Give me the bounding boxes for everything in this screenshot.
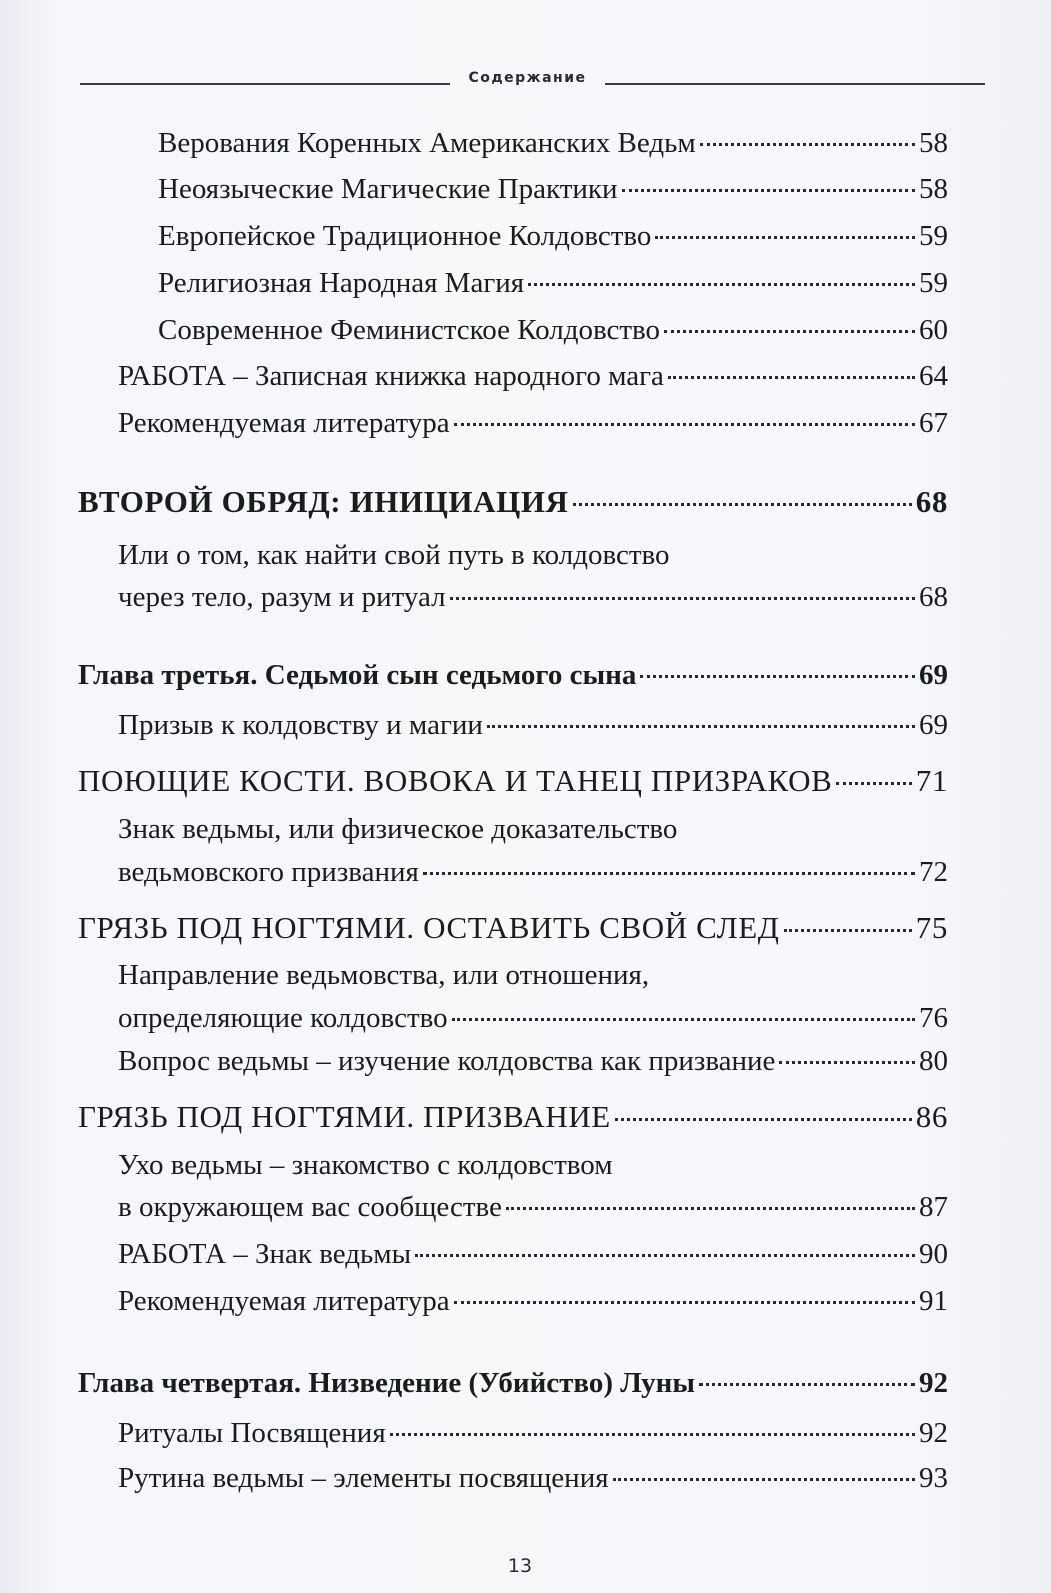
leader-dots bbox=[423, 872, 915, 875]
toc-entry-page: 68 bbox=[919, 581, 948, 613]
leader-dots bbox=[640, 675, 915, 678]
toc-entry bbox=[118, 708, 948, 742]
leader-dots bbox=[615, 1118, 912, 1121]
toc-entry-page: 92 bbox=[919, 1417, 948, 1449]
toc-entry-page: 64 bbox=[919, 360, 948, 392]
toc-entry-title: ПОЮЩИЕ КОСТИ. ВОВОКА И ТАНЕЦ ПРИЗРАКОВ bbox=[78, 763, 833, 798]
leader-dots bbox=[613, 1478, 915, 1481]
leader-dots bbox=[784, 929, 912, 932]
toc-entry-title: ГРЯЗЬ ПОД НОГТЯМИ. ПРИЗВАНИЕ bbox=[78, 1099, 611, 1134]
toc-entry bbox=[118, 1416, 948, 1450]
toc-entry-title: Рекомендуемая литература bbox=[118, 407, 450, 439]
toc-entry-title: в окружающем вас сообществе bbox=[118, 1191, 502, 1223]
leader-dots bbox=[528, 283, 915, 286]
toc-entry-page: 90 bbox=[919, 1238, 948, 1270]
toc-entry bbox=[158, 126, 948, 160]
leader-dots bbox=[664, 330, 915, 333]
page-number: 13 bbox=[507, 1555, 533, 1577]
toc-entry-page: 75 bbox=[915, 910, 948, 945]
leader-dots bbox=[573, 503, 912, 506]
toc-entry-title: Современное Феминистское Колдовство bbox=[158, 314, 661, 346]
toc-entry-title: Глава четвертая. Низведение (Убийство) Луны bbox=[78, 1367, 696, 1399]
leader-dots bbox=[668, 376, 915, 379]
toc-entry-title: определяющие колдовство bbox=[118, 1002, 448, 1034]
toc-entry-page: 59 bbox=[919, 220, 948, 252]
leader-dots bbox=[779, 1061, 915, 1064]
toc-entry-page: 91 bbox=[919, 1285, 948, 1317]
leader-dots bbox=[700, 143, 915, 146]
leader-dots bbox=[454, 1301, 915, 1304]
toc-entry-title-line1: Ухо ведьмы – знакомство с колдовством bbox=[118, 1149, 613, 1181]
toc-entry bbox=[118, 1237, 948, 1271]
toc-entry-page: 92 bbox=[919, 1367, 948, 1399]
toc-entry-title: Глава третья. Седьмой сын седьмого сына bbox=[78, 659, 637, 691]
toc-entry bbox=[118, 855, 948, 889]
leader-dots bbox=[506, 1207, 915, 1210]
leader-dots bbox=[487, 725, 915, 728]
leader-dots bbox=[836, 782, 911, 785]
toc-section-heading bbox=[78, 1100, 948, 1134]
toc-entry-title-line1: Направление ведьмовства, или отношения, bbox=[118, 959, 650, 991]
toc-section-heading bbox=[78, 911, 948, 945]
toc-entry-page: 68 bbox=[915, 484, 948, 519]
toc-entry bbox=[158, 172, 948, 206]
toc-entry bbox=[118, 1190, 948, 1224]
toc-entry bbox=[118, 359, 948, 393]
toc-entry-title: Призыв к колдовству и магии bbox=[118, 709, 483, 741]
toc-entry-page: 86 bbox=[915, 1099, 948, 1134]
leader-dots bbox=[622, 189, 916, 192]
leader-dots bbox=[454, 423, 915, 426]
leader-dots bbox=[452, 1018, 915, 1021]
toc-entry bbox=[118, 1001, 948, 1035]
toc-entry-page: 59 bbox=[919, 267, 948, 299]
toc-entry bbox=[118, 1284, 948, 1318]
toc-entry bbox=[118, 406, 948, 440]
toc-entry bbox=[158, 266, 948, 300]
toc-entry-page: 58 bbox=[919, 127, 948, 159]
toc-entry bbox=[158, 313, 948, 347]
toc-entry-title-line1: Или о том, как найти свой путь в колдовство bbox=[118, 539, 670, 571]
toc-entry-title: Ритуалы Посвящения bbox=[118, 1417, 386, 1449]
toc-chapter-heading bbox=[78, 1366, 948, 1400]
toc-entry-title: РАБОТА – Знак ведьмы bbox=[118, 1238, 412, 1270]
toc-entry-page: 80 bbox=[919, 1045, 948, 1077]
toc-entry-page: 76 bbox=[919, 1002, 948, 1034]
toc-entry-title: РАБОТА – Записная книжка народного мага bbox=[118, 360, 664, 392]
toc-entry bbox=[118, 1044, 948, 1078]
toc-entry-title: Рекомендуемая литература bbox=[118, 1285, 450, 1317]
toc-entry-title: Европейское Традиционное Колдовство bbox=[158, 220, 652, 252]
toc-chapter-heading bbox=[78, 658, 948, 692]
toc-entry-title-line1: Знак ведьмы, или физическое доказательство bbox=[118, 813, 678, 845]
toc-entry-page: 60 bbox=[919, 314, 948, 346]
toc-entry-title: ВТОРОЙ ОБРЯД: ИНИЦИАЦИЯ bbox=[78, 484, 569, 519]
toc-entry-page: 87 bbox=[919, 1191, 948, 1223]
toc-entry-page: 93 bbox=[919, 1462, 948, 1494]
toc-entry-title: ведьмовского призвания bbox=[118, 856, 419, 888]
leader-dots bbox=[655, 236, 915, 239]
toc-part-heading bbox=[78, 485, 948, 519]
leader-dots bbox=[699, 1383, 915, 1386]
leader-dots bbox=[450, 597, 915, 600]
toc-entry-page: 67 bbox=[919, 407, 948, 439]
toc-entry-page: 69 bbox=[919, 659, 948, 691]
toc-entry-page: 69 bbox=[919, 709, 948, 741]
toc-entry-title: Религиозная Народная Магия bbox=[158, 267, 525, 299]
toc-entry-title: Неоязыческие Магические Практики bbox=[158, 173, 618, 205]
toc-entry-title: ГРЯЗЬ ПОД НОГТЯМИ. ОСТАВИТЬ СВОЙ СЛЕД bbox=[78, 910, 780, 945]
toc-entry-title: Вопрос ведьмы – изучение колдовства как призвание bbox=[118, 1045, 776, 1077]
toc-entry-title: через тело, разум и ритуал bbox=[118, 581, 446, 613]
toc-section-heading bbox=[78, 764, 948, 798]
leader-dots bbox=[415, 1254, 915, 1257]
toc-entry-title: Рутина ведьмы – элементы посвящения bbox=[118, 1462, 609, 1494]
toc-entry bbox=[118, 1461, 948, 1495]
running-head-title: Содержание bbox=[468, 70, 587, 86]
toc-entry-title: Верования Коренных Американских Ведьм bbox=[158, 127, 696, 159]
toc-entry-page: 72 bbox=[919, 856, 948, 888]
leader-dots bbox=[390, 1433, 915, 1436]
toc-entry-page: 58 bbox=[919, 173, 948, 205]
toc-entry bbox=[158, 219, 948, 253]
toc-entry bbox=[118, 580, 948, 614]
toc-entry-page: 71 bbox=[915, 763, 948, 798]
